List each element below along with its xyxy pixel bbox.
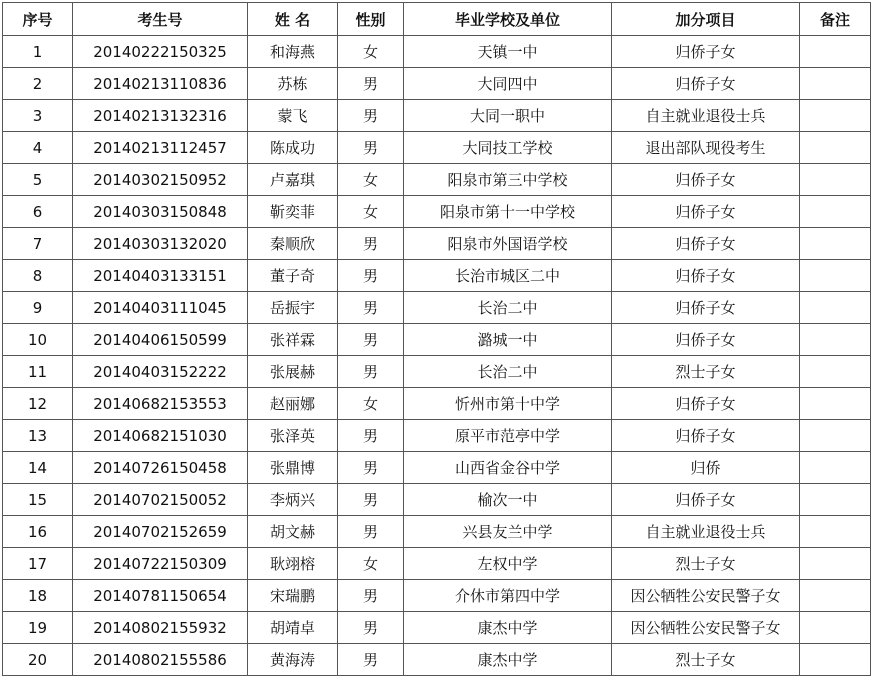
cell-name: 蒙飞 (248, 100, 338, 132)
cell-index: 13 (3, 420, 73, 452)
cell-gender: 男 (338, 452, 404, 484)
table-row (3, 68, 871, 100)
cell-school: 大同四中 (404, 68, 612, 100)
table-row (3, 516, 871, 548)
cell-exam-number: 20140403133151 (73, 260, 248, 292)
cell-school: 兴县友兰中学 (404, 516, 612, 548)
table-row (3, 132, 871, 164)
cell-gender: 男 (338, 356, 404, 388)
cell-exam-number: 20140303132020 (73, 228, 248, 260)
cell-bonus-item: 因公牺牲公安民警子女 (612, 580, 800, 612)
cell-bonus-item: 归侨子女 (612, 260, 800, 292)
cell-exam-number: 20140682153553 (73, 388, 248, 420)
cell-remarks (800, 68, 871, 100)
cell-gender: 男 (338, 260, 404, 292)
cell-gender: 男 (338, 100, 404, 132)
cell-remarks (800, 452, 871, 484)
cell-bonus-item: 归侨子女 (612, 164, 800, 196)
cell-school: 阳泉市第三中学校 (404, 164, 612, 196)
table-row (3, 452, 871, 484)
cell-index: 6 (3, 196, 73, 228)
table-row (3, 356, 871, 388)
cell-school: 左权中学 (404, 548, 612, 580)
cell-name: 和海燕 (248, 36, 338, 68)
cell-name: 李炳兴 (248, 484, 338, 516)
bonus-points-table (2, 2, 871, 676)
cell-bonus-item: 自主就业退役士兵 (612, 100, 800, 132)
cell-index: 16 (3, 516, 73, 548)
cell-gender: 男 (338, 132, 404, 164)
cell-name: 黄海涛 (248, 644, 338, 676)
cell-remarks (800, 260, 871, 292)
cell-exam-number: 20140406150599 (73, 324, 248, 356)
cell-index: 9 (3, 292, 73, 324)
cell-remarks (800, 228, 871, 260)
cell-index: 14 (3, 452, 73, 484)
cell-gender: 女 (338, 164, 404, 196)
cell-name: 赵丽娜 (248, 388, 338, 420)
cell-index: 10 (3, 324, 73, 356)
cell-index: 1 (3, 36, 73, 68)
table-body (3, 36, 871, 676)
header-remarks: 备注 (800, 3, 871, 36)
table-row (3, 196, 871, 228)
table-header-row (3, 3, 871, 36)
cell-name: 岳振宇 (248, 292, 338, 324)
header-name: 姓 名 (248, 3, 338, 36)
cell-name: 胡靖卓 (248, 612, 338, 644)
cell-bonus-item: 自主就业退役士兵 (612, 516, 800, 548)
table-row (3, 36, 871, 68)
cell-bonus-item: 归侨子女 (612, 484, 800, 516)
cell-gender: 男 (338, 484, 404, 516)
cell-remarks (800, 644, 871, 676)
table-row (3, 292, 871, 324)
cell-name: 靳奕菲 (248, 196, 338, 228)
cell-remarks (800, 164, 871, 196)
cell-school: 原平市范亭中学 (404, 420, 612, 452)
cell-remarks (800, 324, 871, 356)
cell-exam-number: 20140222150325 (73, 36, 248, 68)
cell-school: 康杰中学 (404, 644, 612, 676)
cell-exam-number: 20140722150309 (73, 548, 248, 580)
cell-exam-number: 20140303150848 (73, 196, 248, 228)
cell-bonus-item: 归侨子女 (612, 36, 800, 68)
header-bonus-item: 加分项目 (612, 3, 800, 36)
cell-school: 康杰中学 (404, 612, 612, 644)
cell-name: 董子奇 (248, 260, 338, 292)
table-row (3, 644, 871, 676)
cell-school: 榆次一中 (404, 484, 612, 516)
cell-gender: 女 (338, 196, 404, 228)
cell-index: 15 (3, 484, 73, 516)
cell-school: 大同技工学校 (404, 132, 612, 164)
cell-bonus-item: 归侨子女 (612, 388, 800, 420)
cell-school: 大同一职中 (404, 100, 612, 132)
cell-remarks (800, 356, 871, 388)
table-row (3, 420, 871, 452)
cell-exam-number: 20140702152659 (73, 516, 248, 548)
cell-school: 天镇一中 (404, 36, 612, 68)
cell-remarks (800, 612, 871, 644)
cell-exam-number: 20140702150052 (73, 484, 248, 516)
cell-exam-number: 20140213110836 (73, 68, 248, 100)
cell-exam-number: 20140213112457 (73, 132, 248, 164)
cell-exam-number: 20140802155586 (73, 644, 248, 676)
cell-school: 长治市城区二中 (404, 260, 612, 292)
cell-bonus-item: 归侨子女 (612, 292, 800, 324)
cell-remarks (800, 484, 871, 516)
table-row (3, 228, 871, 260)
cell-remarks (800, 516, 871, 548)
cell-school: 介休市第四中学 (404, 580, 612, 612)
table-row (3, 164, 871, 196)
cell-index: 4 (3, 132, 73, 164)
cell-exam-number: 20140403152222 (73, 356, 248, 388)
cell-gender: 男 (338, 324, 404, 356)
cell-gender: 男 (338, 580, 404, 612)
cell-index: 11 (3, 356, 73, 388)
table-row (3, 324, 871, 356)
cell-name: 胡文赫 (248, 516, 338, 548)
cell-name: 张鼎博 (248, 452, 338, 484)
cell-name: 张泽英 (248, 420, 338, 452)
table-row (3, 548, 871, 580)
cell-remarks (800, 420, 871, 452)
cell-gender: 男 (338, 68, 404, 100)
cell-index: 18 (3, 580, 73, 612)
cell-bonus-item: 归侨子女 (612, 196, 800, 228)
cell-name: 陈成功 (248, 132, 338, 164)
cell-remarks (800, 36, 871, 68)
cell-school: 潞城一中 (404, 324, 612, 356)
cell-name: 张展赫 (248, 356, 338, 388)
cell-index: 8 (3, 260, 73, 292)
cell-remarks (800, 292, 871, 324)
table-row (3, 260, 871, 292)
cell-index: 17 (3, 548, 73, 580)
table-row (3, 612, 871, 644)
table-row (3, 484, 871, 516)
cell-school: 阳泉市外国语学校 (404, 228, 612, 260)
cell-bonus-item: 归侨子女 (612, 228, 800, 260)
cell-index: 5 (3, 164, 73, 196)
cell-bonus-item: 烈士子女 (612, 356, 800, 388)
header-exam-number: 考生号 (73, 3, 248, 36)
cell-exam-number: 20140726150458 (73, 452, 248, 484)
cell-gender: 女 (338, 36, 404, 68)
cell-gender: 男 (338, 420, 404, 452)
cell-gender: 男 (338, 228, 404, 260)
table-row (3, 388, 871, 420)
cell-gender: 女 (338, 548, 404, 580)
header-gender: 性别 (338, 3, 404, 36)
cell-name: 卢嘉琪 (248, 164, 338, 196)
cell-bonus-item: 烈士子女 (612, 644, 800, 676)
cell-index: 3 (3, 100, 73, 132)
cell-exam-number: 20140802155932 (73, 612, 248, 644)
cell-gender: 男 (338, 644, 404, 676)
cell-school: 山西省金谷中学 (404, 452, 612, 484)
cell-index: 12 (3, 388, 73, 420)
cell-school: 长治二中 (404, 356, 612, 388)
cell-gender: 男 (338, 612, 404, 644)
cell-exam-number: 20140781150654 (73, 580, 248, 612)
cell-exam-number: 20140213132316 (73, 100, 248, 132)
cell-exam-number: 20140302150952 (73, 164, 248, 196)
cell-bonus-item: 归侨子女 (612, 68, 800, 100)
table-row (3, 100, 871, 132)
cell-bonus-item: 归侨 (612, 452, 800, 484)
cell-remarks (800, 548, 871, 580)
cell-name: 秦顺欣 (248, 228, 338, 260)
header-index: 序号 (3, 3, 73, 36)
cell-gender: 男 (338, 516, 404, 548)
cell-bonus-item: 因公牺牲公安民警子女 (612, 612, 800, 644)
cell-remarks (800, 580, 871, 612)
cell-gender: 女 (338, 388, 404, 420)
cell-school: 忻州市第十中学 (404, 388, 612, 420)
cell-remarks (800, 388, 871, 420)
cell-remarks (800, 100, 871, 132)
cell-index: 2 (3, 68, 73, 100)
cell-index: 7 (3, 228, 73, 260)
cell-school: 阳泉市第十一中学校 (404, 196, 612, 228)
cell-bonus-item: 退出部队现役考生 (612, 132, 800, 164)
cell-name: 张祥霖 (248, 324, 338, 356)
cell-index: 19 (3, 612, 73, 644)
header-school: 毕业学校及单位 (404, 3, 612, 36)
cell-bonus-item: 烈士子女 (612, 548, 800, 580)
cell-exam-number: 20140682151030 (73, 420, 248, 452)
cell-remarks (800, 196, 871, 228)
table-row (3, 580, 871, 612)
cell-index: 20 (3, 644, 73, 676)
cell-name: 苏栋 (248, 68, 338, 100)
cell-name: 耿翊榕 (248, 548, 338, 580)
cell-name: 宋瑞鹏 (248, 580, 338, 612)
cell-school: 长治二中 (404, 292, 612, 324)
cell-exam-number: 20140403111045 (73, 292, 248, 324)
cell-bonus-item: 归侨子女 (612, 420, 800, 452)
cell-remarks (800, 132, 871, 164)
cell-gender: 男 (338, 292, 404, 324)
cell-bonus-item: 归侨子女 (612, 324, 800, 356)
